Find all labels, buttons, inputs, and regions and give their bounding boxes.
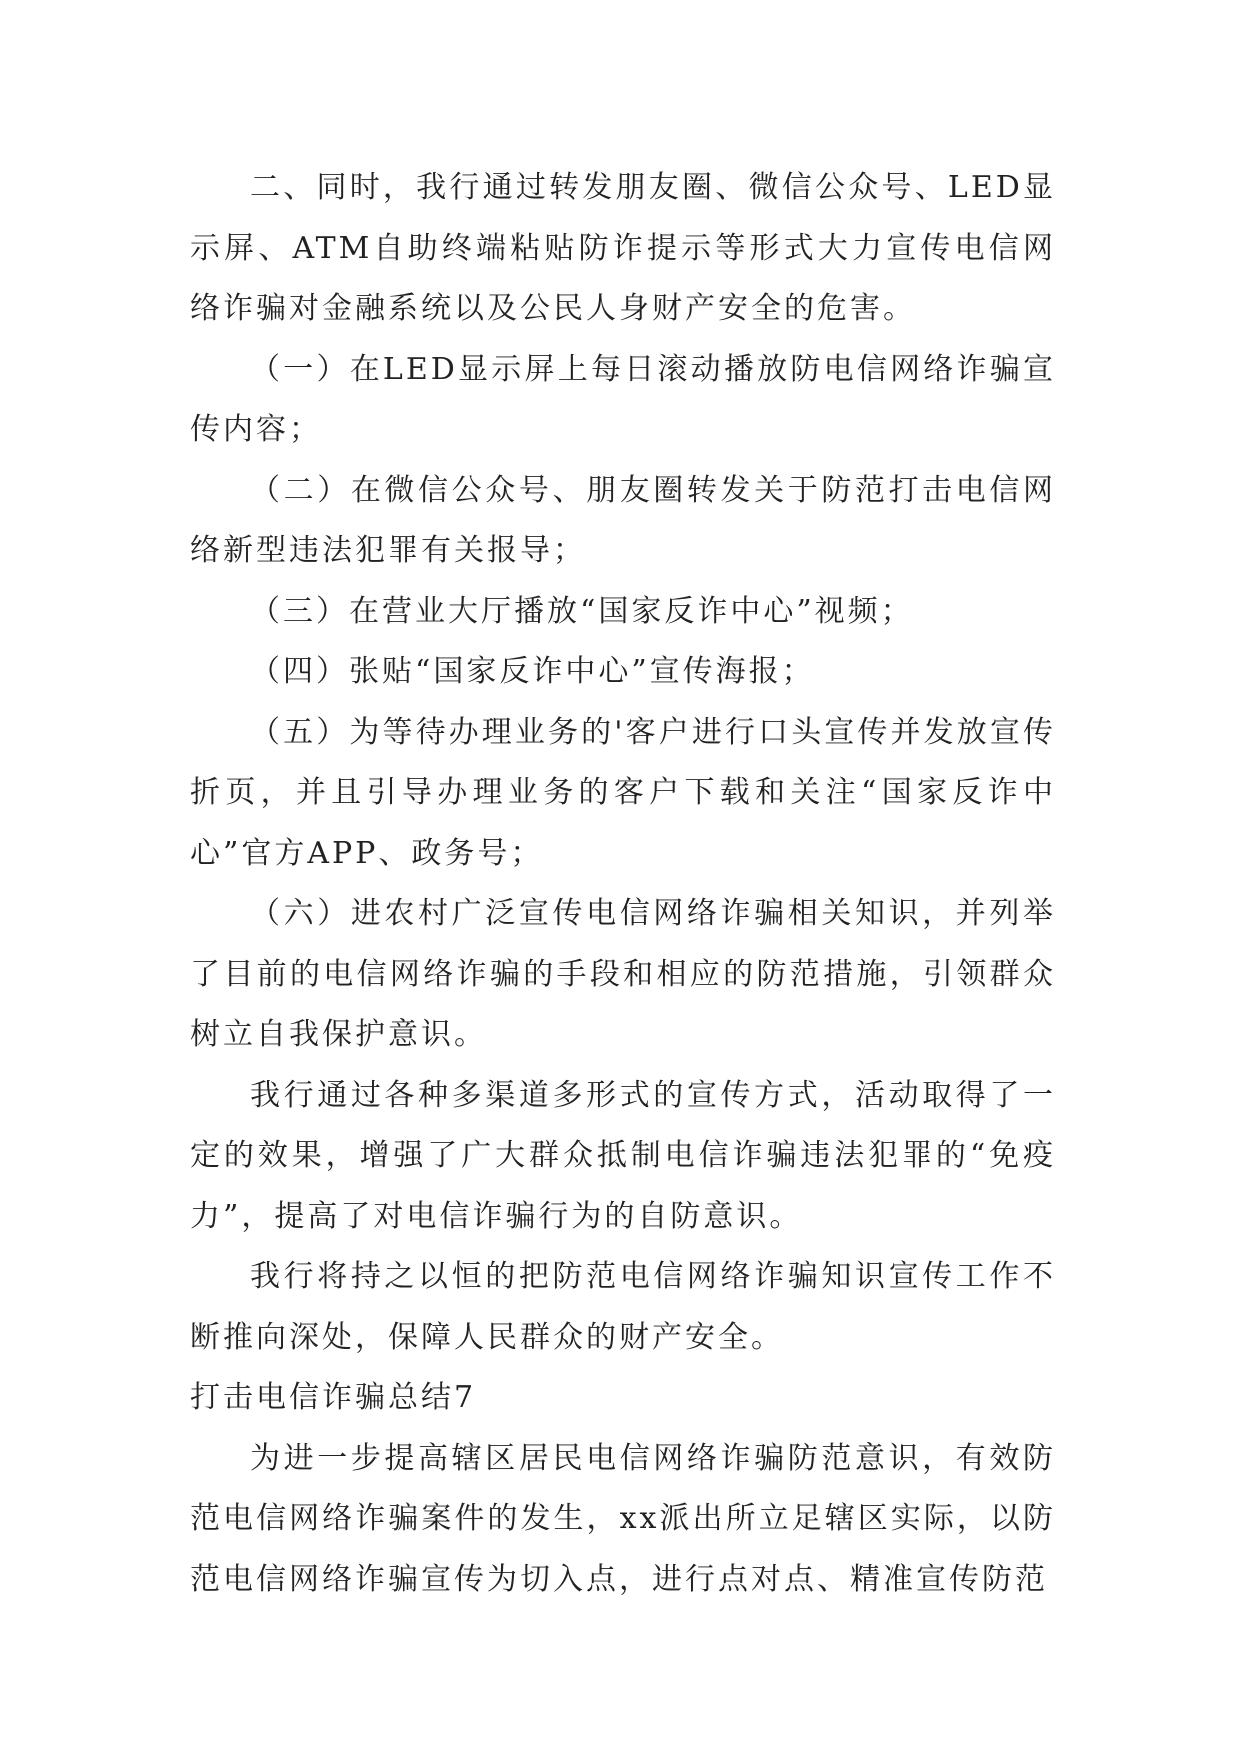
paragraph-item-2: （二）在微信公众号、朋友圈转发关于防范打击电信网络新型违法犯罪有关报导；	[190, 472, 1056, 568]
paragraph-item-5: （五）为等待办理业务的'客户进行口头宣传并发放宣传折页，并且引导办理业务的客户下载和关注“国家反诈中心”官方APP、政务号；	[190, 714, 1056, 871]
section-heading: 打击电信诈骗总结7	[190, 1380, 477, 1415]
paragraph-effect: 我行通过各种多渠道多形式的宣传方式，活动取得了一定的效果，增强了广大群众抵制电信诈骗违法犯罪的“免疫力”，提高了对电信诈骗行为的自防意识。	[190, 1077, 1056, 1234]
paragraph-item-3: （三）在营业大厅播放“国家反诈中心”视频；	[250, 593, 914, 629]
paragraph-item-1: （一）在LED显示屏上每日滚动播放防电信网络诈骗宣传内容；	[190, 351, 1056, 447]
document-body	[190, 158, 1056, 1610]
paragraph-promotion-intro: 二、同时，我行通过转发朋友圈、微信公众号、LED显示屏、ATM自助终端粘贴防诈提示等形式大力宣传电信网络诈骗对金融系统以及公民人身财产安全的危害。	[190, 170, 1056, 326]
paragraph-commitment: 我行将持之以恒的把防范电信网络诈骗知识宣传工作不断推向深处，保障人民群众的财产安全。	[190, 1259, 1056, 1355]
paragraph-item-4: （四）张贴“国家反诈中心”宣传海报；	[250, 654, 815, 689]
paragraph-item-6: （六）进农村广泛宣传电信网络诈骗相关知识，并列举了目前的电信网络诈骗的手段和相应的防范措施，引领群众树立自我保护意识。	[190, 896, 1056, 1052]
paragraph-section-7-intro: 为进一步提高辖区居民电信网络诈骗防范意识，有效防范电信网络诈骗案件的发生，xx派出所立足辖区实际，以防范电信网络诈骗宣传为切入点，进行点对点、精准宣传防范	[190, 1440, 1056, 1597]
